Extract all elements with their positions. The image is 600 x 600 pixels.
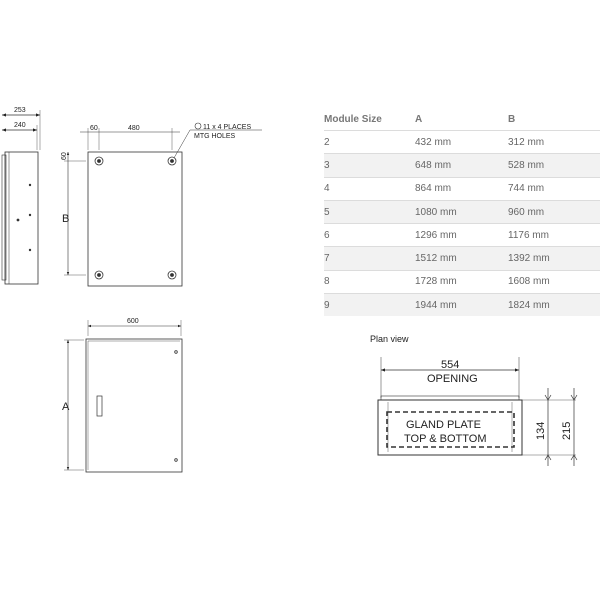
back-view [64, 123, 262, 286]
side-depth-body: 240 [14, 122, 26, 129]
front-view [64, 320, 182, 472]
cell-b: 528 mm [508, 154, 600, 177]
table-row [324, 131, 600, 154]
cell-module: 7 [324, 247, 415, 270]
cell-a: 1080 mm [415, 200, 508, 223]
side-view [2, 110, 40, 284]
side-depth-total: 253 [14, 107, 26, 114]
cell-a: 648 mm [415, 154, 508, 177]
back-note-line2: MTG HOLES [194, 133, 236, 140]
cell-b: 312 mm [508, 131, 600, 154]
plan-opening-value: 554 [441, 359, 460, 371]
back-dim-span: 480 [128, 125, 140, 132]
plan-depth-outer: 215 [561, 421, 573, 440]
table-row [324, 294, 600, 317]
cell-a: 1728 mm [415, 270, 508, 293]
front-letter-a: A [62, 401, 70, 413]
table-row [324, 224, 600, 247]
cell-b: 1608 mm [508, 270, 600, 293]
header-b: B [508, 113, 516, 125]
header-a: A [415, 113, 423, 125]
cell-a: 1944 mm [415, 294, 508, 317]
back-dim-edge: 60 [90, 125, 98, 132]
back-dim-top: 60 [61, 152, 68, 160]
cell-b: 960 mm [508, 200, 600, 223]
plan-gland-line1: GLAND PLATE [406, 419, 481, 431]
cell-b: 1392 mm [508, 247, 600, 270]
cell-a: 864 mm [415, 177, 508, 200]
cell-module: 8 [324, 270, 415, 293]
module-size-table [324, 108, 600, 316]
table-header-row [324, 108, 600, 131]
table-row [324, 200, 600, 223]
plan-gland-line2: TOP & BOTTOM [404, 433, 487, 445]
cell-module: 9 [324, 294, 415, 317]
cell-module: 3 [324, 154, 415, 177]
table-row [324, 270, 600, 293]
plan-opening-label: OPENING [427, 373, 478, 385]
plan-view-title: Plan view [370, 334, 409, 344]
back-letter-b: B [62, 213, 70, 225]
cell-a: 1512 mm [415, 247, 508, 270]
plan-depth-inner: 134 [535, 421, 547, 440]
cell-module: 6 [324, 224, 415, 247]
table-row [324, 247, 600, 270]
cell-b: 744 mm [508, 177, 600, 200]
table-row [324, 177, 600, 200]
table-row [324, 154, 600, 177]
back-note-line1: 11 x 4 PLACES [203, 124, 252, 131]
cell-a: 432 mm [415, 131, 508, 154]
front-dim-width: 600 [127, 318, 139, 325]
cell-module: 4 [324, 177, 415, 200]
cell-b: 1176 mm [508, 224, 600, 247]
cell-a: 1296 mm [415, 224, 508, 247]
cell-module: 5 [324, 200, 415, 223]
cell-module: 2 [324, 131, 415, 154]
header-module-size: Module Size [324, 113, 382, 125]
cell-b: 1824 mm [508, 294, 600, 317]
